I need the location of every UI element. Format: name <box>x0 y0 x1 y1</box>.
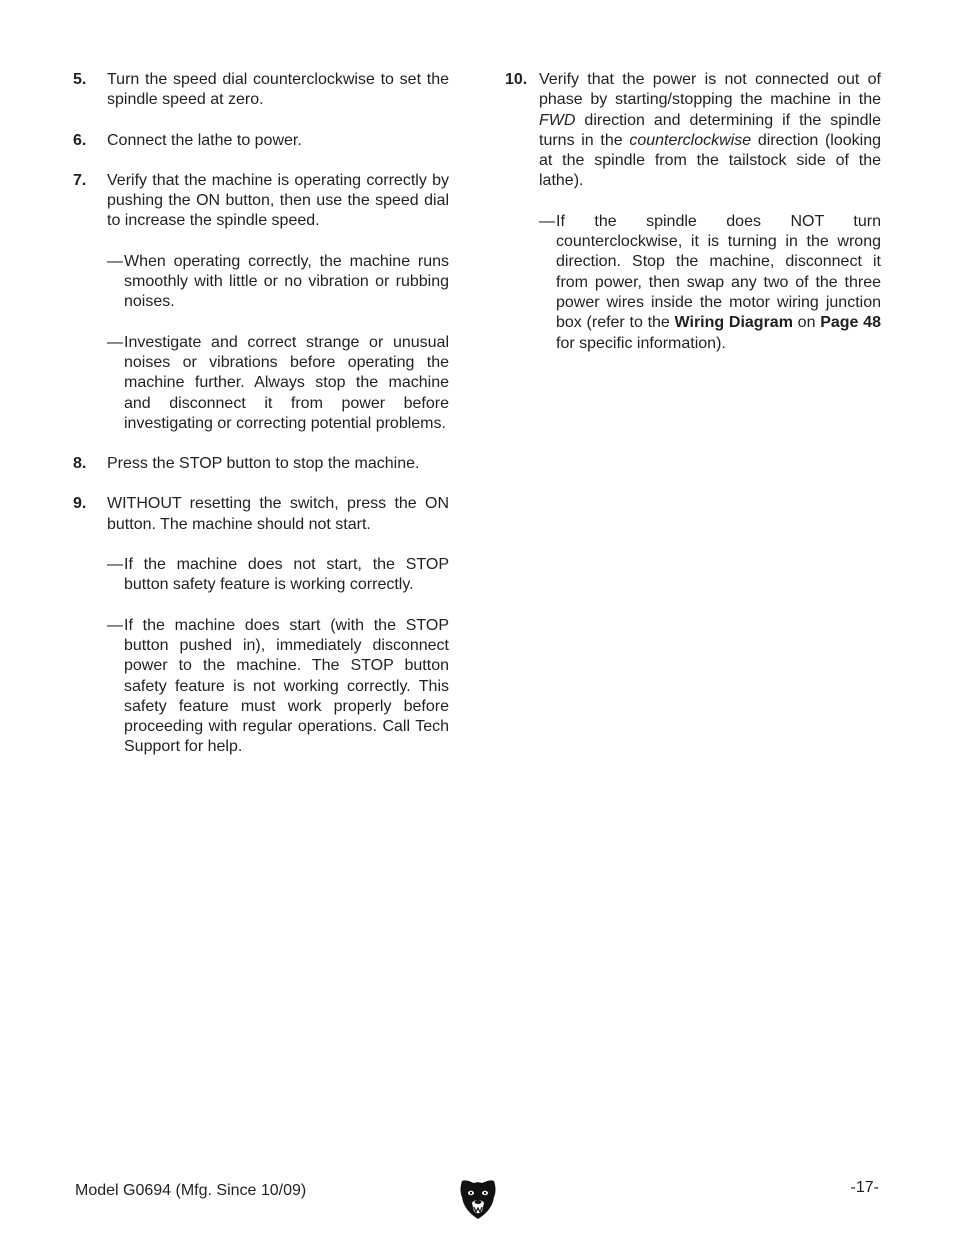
step-10 <box>505 70 881 192</box>
page-reference: Page 48 <box>820 314 881 332</box>
step-number: 7. <box>73 171 87 189</box>
note-text-a: If the spindle does NOT turn counterclockwise, it is turning in the wrong direction. Stop the machine, disconnect it from power, then swap any two of the three power wires inside the motor wiring junction box (refer to the <box>556 212 881 332</box>
em-dash: — <box>107 556 123 574</box>
step-text: WITHOUT resetting the switch, press the ON button. The machine should not start. <box>107 495 449 533</box>
note-text-b: on <box>797 314 816 332</box>
step-7-note-2 <box>73 333 449 434</box>
step-number: 10. <box>505 71 528 88</box>
note-text: If the machine does not start, the STOP button safety feature is working correctly. <box>124 556 449 594</box>
em-dash: — <box>539 212 555 230</box>
em-dash: — <box>107 333 123 351</box>
note-text: If the machine does start (with the STOP button pushed in), immediately disconnect power to the machine. The STOP button safety feature is not working correctly. This safety feature must work properly before proceeding with regular operations. Call Tech Support for help. <box>124 616 449 756</box>
counterclockwise-term: counterclockwise <box>629 131 752 149</box>
step-text: Connect the lathe to power. <box>107 131 302 149</box>
bear-logo-icon <box>458 1177 498 1221</box>
step-5 <box>73 70 449 111</box>
step-6 <box>73 131 449 151</box>
step-9 <box>73 494 449 535</box>
step-text: Verify that the machine is operating correctly by pushing the ON button, then use the speed dial to increase the spindle speed. <box>107 171 449 230</box>
step-number: 6. <box>73 131 87 149</box>
right-column <box>505 70 881 374</box>
fwd-term: FWD <box>539 111 576 129</box>
step-9-note-1 <box>73 555 449 596</box>
step-text-b: direction and determining if the spindle turns in the <box>539 111 881 149</box>
note-text: Investigate and correct strange or unusual noises or vibrations before operating the machine further. Always stop the machine and disconnect it from power before investigating or correcting potential problems. <box>124 333 449 432</box>
step-text: Press the STOP button to stop the machine. <box>107 455 420 473</box>
em-dash: — <box>107 252 123 270</box>
note-text: When operating correctly, the machine runs smoothly with little or no vibration or rubbing noises. <box>124 252 449 311</box>
footer-model: Model G0694 (Mfg. Since 10/09) <box>75 1182 307 1199</box>
step-8 <box>73 454 449 474</box>
step-number: 8. <box>73 455 87 473</box>
step-text-c: direction (looking at the spindle from the tailstock side of the lathe). <box>539 131 882 190</box>
step-number: 9. <box>73 495 87 513</box>
step-7 <box>73 171 449 232</box>
step-text-a: Verify that the power is not connected out of phase by starting/stopping the machine in the <box>539 71 881 109</box>
em-dash: — <box>107 616 123 634</box>
step-10-note-1 <box>505 212 881 354</box>
step-9-note-2 <box>73 616 449 758</box>
note-text-c: for specific information). <box>556 334 726 352</box>
wiring-diagram-reference: Wiring Diagram <box>674 314 793 332</box>
step-number: 5. <box>73 71 87 88</box>
left-column <box>73 70 449 778</box>
step-7-note-1 <box>73 252 449 313</box>
step-text: Turn the speed dial counterclockwise to set the spindle speed at zero. <box>107 71 449 109</box>
page-number: -17- <box>850 1179 879 1196</box>
